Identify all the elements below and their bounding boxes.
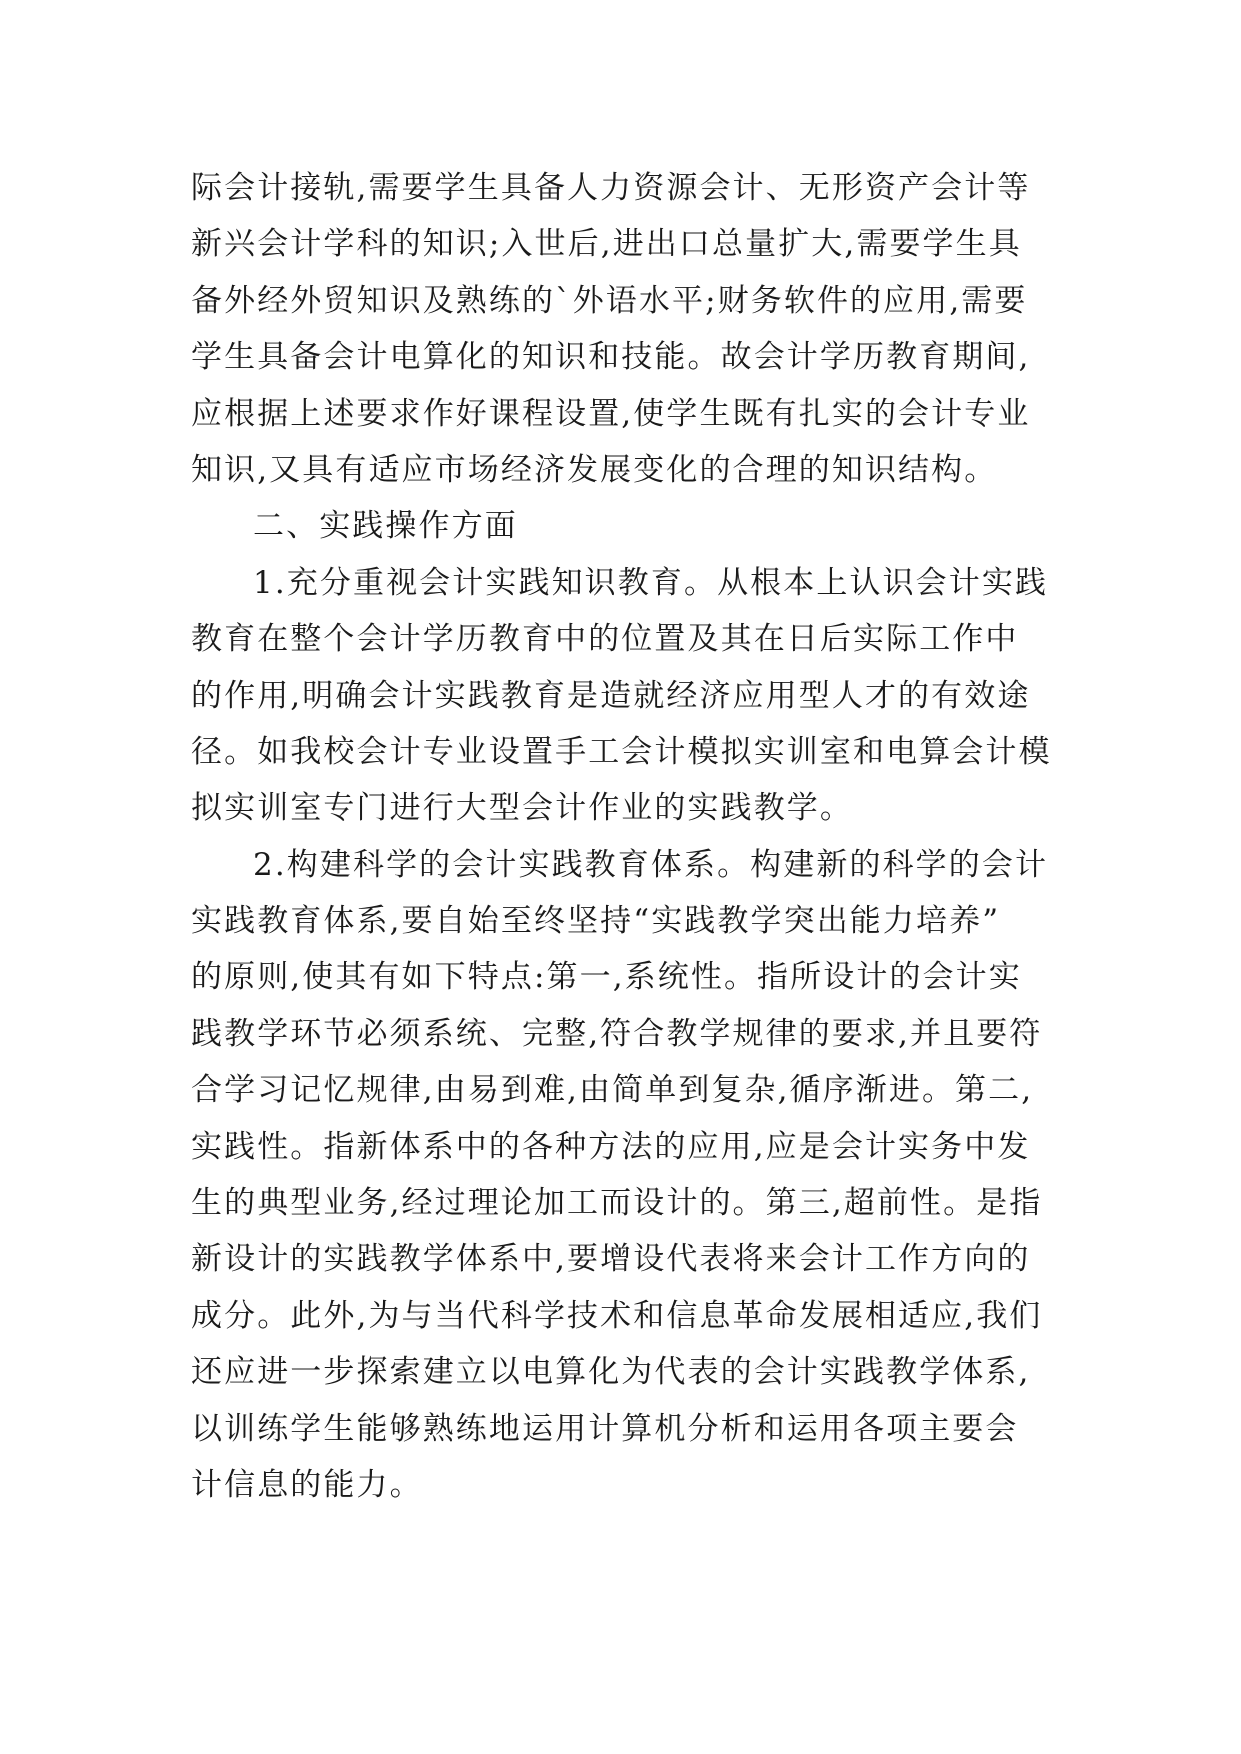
text-line: 以训练学生能够熟练地运用计算机分析和运用各项主要会 bbox=[191, 1410, 1019, 1447]
text-line: 应根据上述要求作好课程设置,使学生既有扎实的会计专业 bbox=[191, 395, 1031, 432]
body-text bbox=[191, 160, 1071, 1513]
text-line: 2.构建科学的会计实践教育体系。构建新的科学的会计 bbox=[253, 846, 1049, 883]
text-line: 还应进一步探索建立以电算化为代表的会计实践教学体系, bbox=[191, 1354, 1031, 1391]
text-line: 成分。此外,为与当代科学技术和信息革命发展相适应,我们 bbox=[191, 1297, 1043, 1334]
text-line: 合学习记忆规律,由易到难,由简单到复杂,循序渐进。第二, bbox=[191, 1072, 1034, 1109]
text-line: 生的典型业务,经过理论加工而设计的。第三,超前性。是指 bbox=[191, 1185, 1043, 1222]
text-line: 二、实践操作方面 bbox=[253, 508, 518, 545]
text-line: 际会计接轨,需要学生具备人力资源会计、无形资产会计等 bbox=[191, 170, 1031, 206]
text-line: 新兴会计学科的知识;入世后,进出口总量扩大,需要学生具 bbox=[191, 226, 1022, 263]
text-line: 学生具备会计电算化的知识和技能。故会计学历教育期间, bbox=[191, 339, 1031, 376]
text-line: 新设计的实践教学体系中,要增设代表将来会计工作方向的 bbox=[191, 1241, 1031, 1278]
text-line: 教育在整个会计学历教育中的位置及其在日后实际工作中 bbox=[191, 621, 1019, 658]
text-line: 的作用,明确会计实践教育是造就经济应用型人才的有效途 bbox=[191, 677, 1031, 714]
text-line: 实践教育体系,要自始至终坚持“实践教学突出能力培养” bbox=[191, 903, 1001, 940]
text-line: 径。如我校会计专业设置手工会计模拟实训室和电算会计模 bbox=[191, 733, 1052, 770]
text-line: 践教学环节必须系统、完整,符合教学规律的要求,并且要符 bbox=[191, 1015, 1043, 1052]
text-line: 知识,又具有适应市场经济发展变化的合理的知识结构。 bbox=[191, 451, 998, 488]
text-line: 计信息的能力。 bbox=[191, 1466, 423, 1503]
text-line: 备外经外贸知识及熟练的`外语水平;财务软件的应用,需要 bbox=[191, 282, 1028, 319]
text-line: 1.充分重视会计实践知识教育。从根本上认识会计实践 bbox=[253, 564, 1049, 601]
text-line: 实践性。指新体系中的各种方法的应用,应是会计实务中发 bbox=[191, 1128, 1031, 1165]
text-line: 的原则,使其有如下特点:第一,系统性。指所设计的会计实 bbox=[191, 959, 1022, 996]
text-line: 拟实训室专门进行大型会计作业的实践教学。 bbox=[191, 790, 853, 827]
